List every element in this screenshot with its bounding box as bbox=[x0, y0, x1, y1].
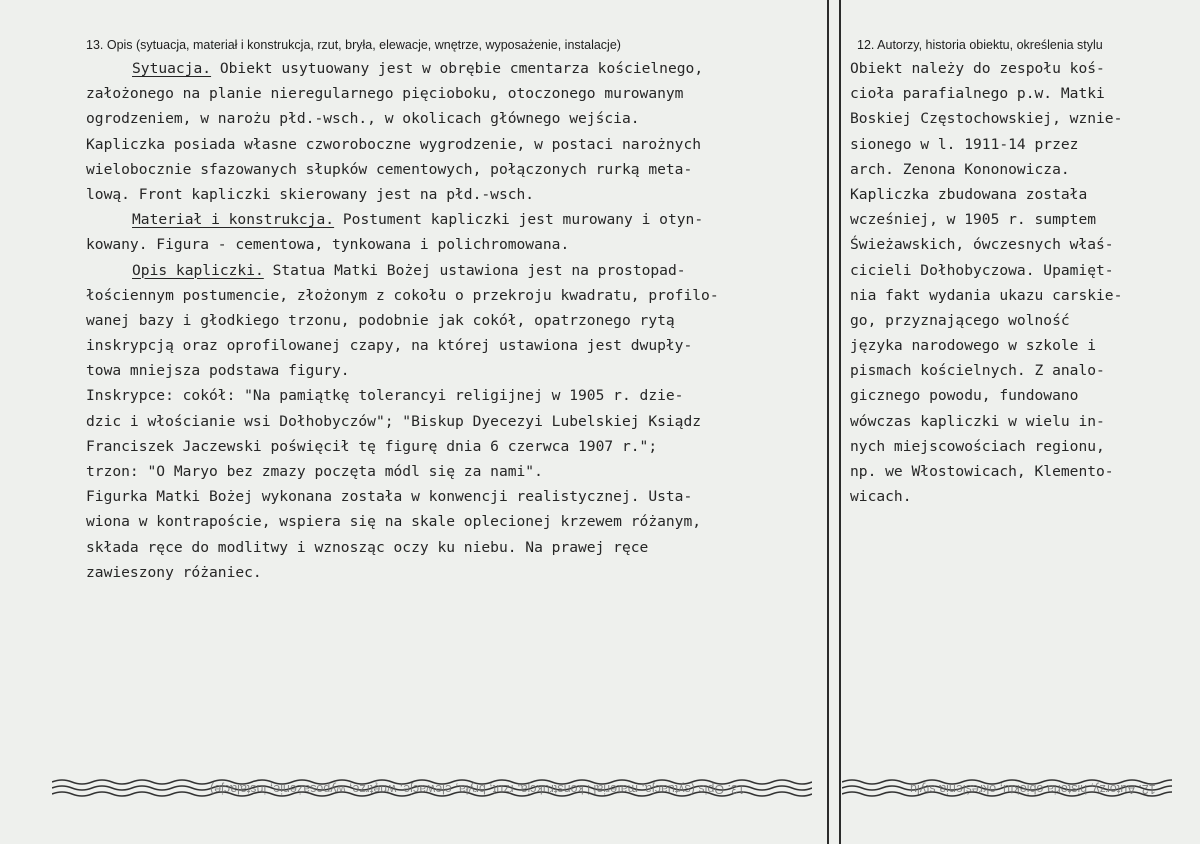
text-line: Obiekt należy do zespołu koś- bbox=[850, 60, 1105, 77]
section-label: Sytuacja. bbox=[132, 60, 212, 77]
text-line bbox=[86, 409, 816, 434]
line-text: Kapliczka posiada własne czworoboczne wygrodzenie, w postaci narożnych bbox=[86, 135, 702, 153]
line-text: Postument kapliczki jest murowany i otyn- bbox=[334, 211, 704, 229]
text-line bbox=[86, 232, 816, 257]
column-divider bbox=[827, 0, 829, 844]
text-line: gicznego powodu, fundowano bbox=[850, 387, 1079, 405]
line-text: wiona w kontrapoście, wspiera się na skale oplecionej krzewem różanym, bbox=[86, 513, 702, 531]
line-text: wanej bazy i głodkiego trzonu, podobnie jak cokół, opatrzonego rytą bbox=[86, 311, 675, 329]
text-line bbox=[86, 434, 816, 459]
field-13-description bbox=[86, 38, 816, 585]
line-text: składa ręce do modlitwy i wznosząc oczy ku niebu. Na prawej ręce bbox=[86, 538, 649, 556]
section-label: Opis kapliczki. bbox=[132, 261, 264, 279]
text-line: wicach. bbox=[850, 488, 912, 506]
line-text: lową. Front kapliczki skierowany jest na płd.-wsch. bbox=[86, 185, 535, 203]
text-line bbox=[86, 535, 816, 560]
text-line bbox=[86, 182, 816, 207]
line-text: Obiekt usytuowany jest w obrębie cmentarza kościelnego, bbox=[211, 60, 704, 77]
line-text: Franciszek Jaczewski poświęcił tę figurę dnia 6 czerwca 1907 r."; bbox=[86, 437, 658, 455]
line-text: zawieszony różaniec. bbox=[86, 563, 262, 581]
text-line: Świeżawskich, ówczesnych właś- bbox=[850, 236, 1114, 254]
text-line: pismach kościelnych. Z analo- bbox=[850, 362, 1105, 380]
text-line bbox=[86, 509, 816, 534]
text-line bbox=[86, 308, 816, 333]
text-line: sionego w l. 1911-14 przez bbox=[850, 135, 1079, 153]
line-text: łościennym postumencie, złożonym z cokołu o przekroju kwadratu, profilo- bbox=[86, 286, 719, 304]
text-line: Boskiej Częstochowskiej, wznie- bbox=[850, 110, 1123, 128]
text-line: np. we Włostowicach, Klemento- bbox=[850, 463, 1114, 480]
line-text: wielobocznie sfazowanych słupków cementowych, połączonych rurką meta- bbox=[86, 160, 693, 178]
field-13-header: 13. Opis (sytuacja, materiał i konstrukcja, rzut, bryła, elewacje, wnętrze, wyposażenie, instalacje) bbox=[86, 38, 621, 52]
text-line: Kapliczka zbudowana została bbox=[850, 185, 1088, 203]
text-line bbox=[86, 459, 816, 484]
text-line: nia fakt wydania ukazu carskie- bbox=[850, 286, 1123, 304]
text-line bbox=[86, 333, 816, 358]
line-text: ogrodzeniem, w narożu płd.-wsch., w okolicach głównego wejścia. bbox=[86, 110, 640, 128]
field-13-text bbox=[86, 56, 816, 585]
text-line: go, przyznającego wolność bbox=[850, 311, 1070, 329]
line-text: trzon: "O Maryo bez zmazy poczęta módl się za nami". bbox=[86, 463, 543, 480]
text-line bbox=[86, 283, 816, 308]
field-12-history bbox=[850, 38, 1180, 509]
text-line bbox=[86, 258, 816, 283]
section-label: Materiał i konstrukcja. bbox=[132, 211, 335, 229]
line-text: Inskrypce: cokół: "Na pamiątkę tolerancyi religijnej w 1905 r. dzie- bbox=[86, 387, 684, 405]
line-text: towa mniejsza podstawa figury. bbox=[86, 362, 350, 380]
text-line: arch. Zenona Kononowicza. bbox=[850, 160, 1070, 178]
text-line: cioła parafialnego p.w. Matki bbox=[850, 85, 1105, 103]
mirrored-field-13-header: 13. Opis (sytuacja, materiał i konstrukcja, rzut, bryła, elewacje, wnętrze, wyposażenie, instalacje) bbox=[210, 782, 745, 796]
text-line bbox=[86, 560, 816, 585]
text-line bbox=[86, 56, 816, 81]
text-line bbox=[86, 132, 816, 157]
text-line bbox=[86, 157, 816, 182]
text-line bbox=[86, 484, 816, 509]
line-text: Statua Matki Bożej ustawiona jest na prostopad- bbox=[263, 261, 686, 279]
text-line: cicieli Dołhobyczowa. Upamięt- bbox=[850, 261, 1114, 279]
text-line bbox=[86, 358, 816, 383]
text-line: języka narodowego w szkole i bbox=[850, 337, 1097, 355]
line-text: dzic i włościanie wsi Dołhobyczów"; "Biskup Dyecezyi Lubelskiej Ksiądz bbox=[86, 412, 702, 430]
text-line: wcześniej, w 1905 r. sumptem bbox=[850, 211, 1097, 229]
line-text: kowany. Figura - cementowa, tynkowana i polichromowana. bbox=[86, 236, 570, 254]
text-line: nych miejscowościach regionu, bbox=[850, 437, 1105, 455]
text-line bbox=[86, 383, 816, 408]
mirrored-field-12-header: 12. Autorzy, historia obiektu, określenia stylu bbox=[910, 782, 1156, 796]
line-text: inskrypcją oraz oprofilowanej czapy, na której ustawiona jest dwupły- bbox=[86, 337, 693, 355]
column-divider-secondary bbox=[839, 0, 841, 844]
line-text: założonego na planie nieregularnego pięcioboku, otoczonego murowanym bbox=[86, 85, 684, 103]
text-line: wówczas kapliczki w wielu in- bbox=[850, 412, 1105, 430]
text-line bbox=[86, 207, 816, 232]
bottom-border-strip bbox=[0, 770, 1200, 810]
field-12-header: 12. Autorzy, historia obiektu, określenia stylu bbox=[857, 38, 1103, 52]
line-text: Figurka Matki Bożej wykonana została w konwencji realistycznej. Usta- bbox=[86, 488, 693, 506]
text-line bbox=[86, 106, 816, 131]
field-12-text bbox=[850, 56, 1180, 509]
text-line bbox=[86, 81, 816, 106]
